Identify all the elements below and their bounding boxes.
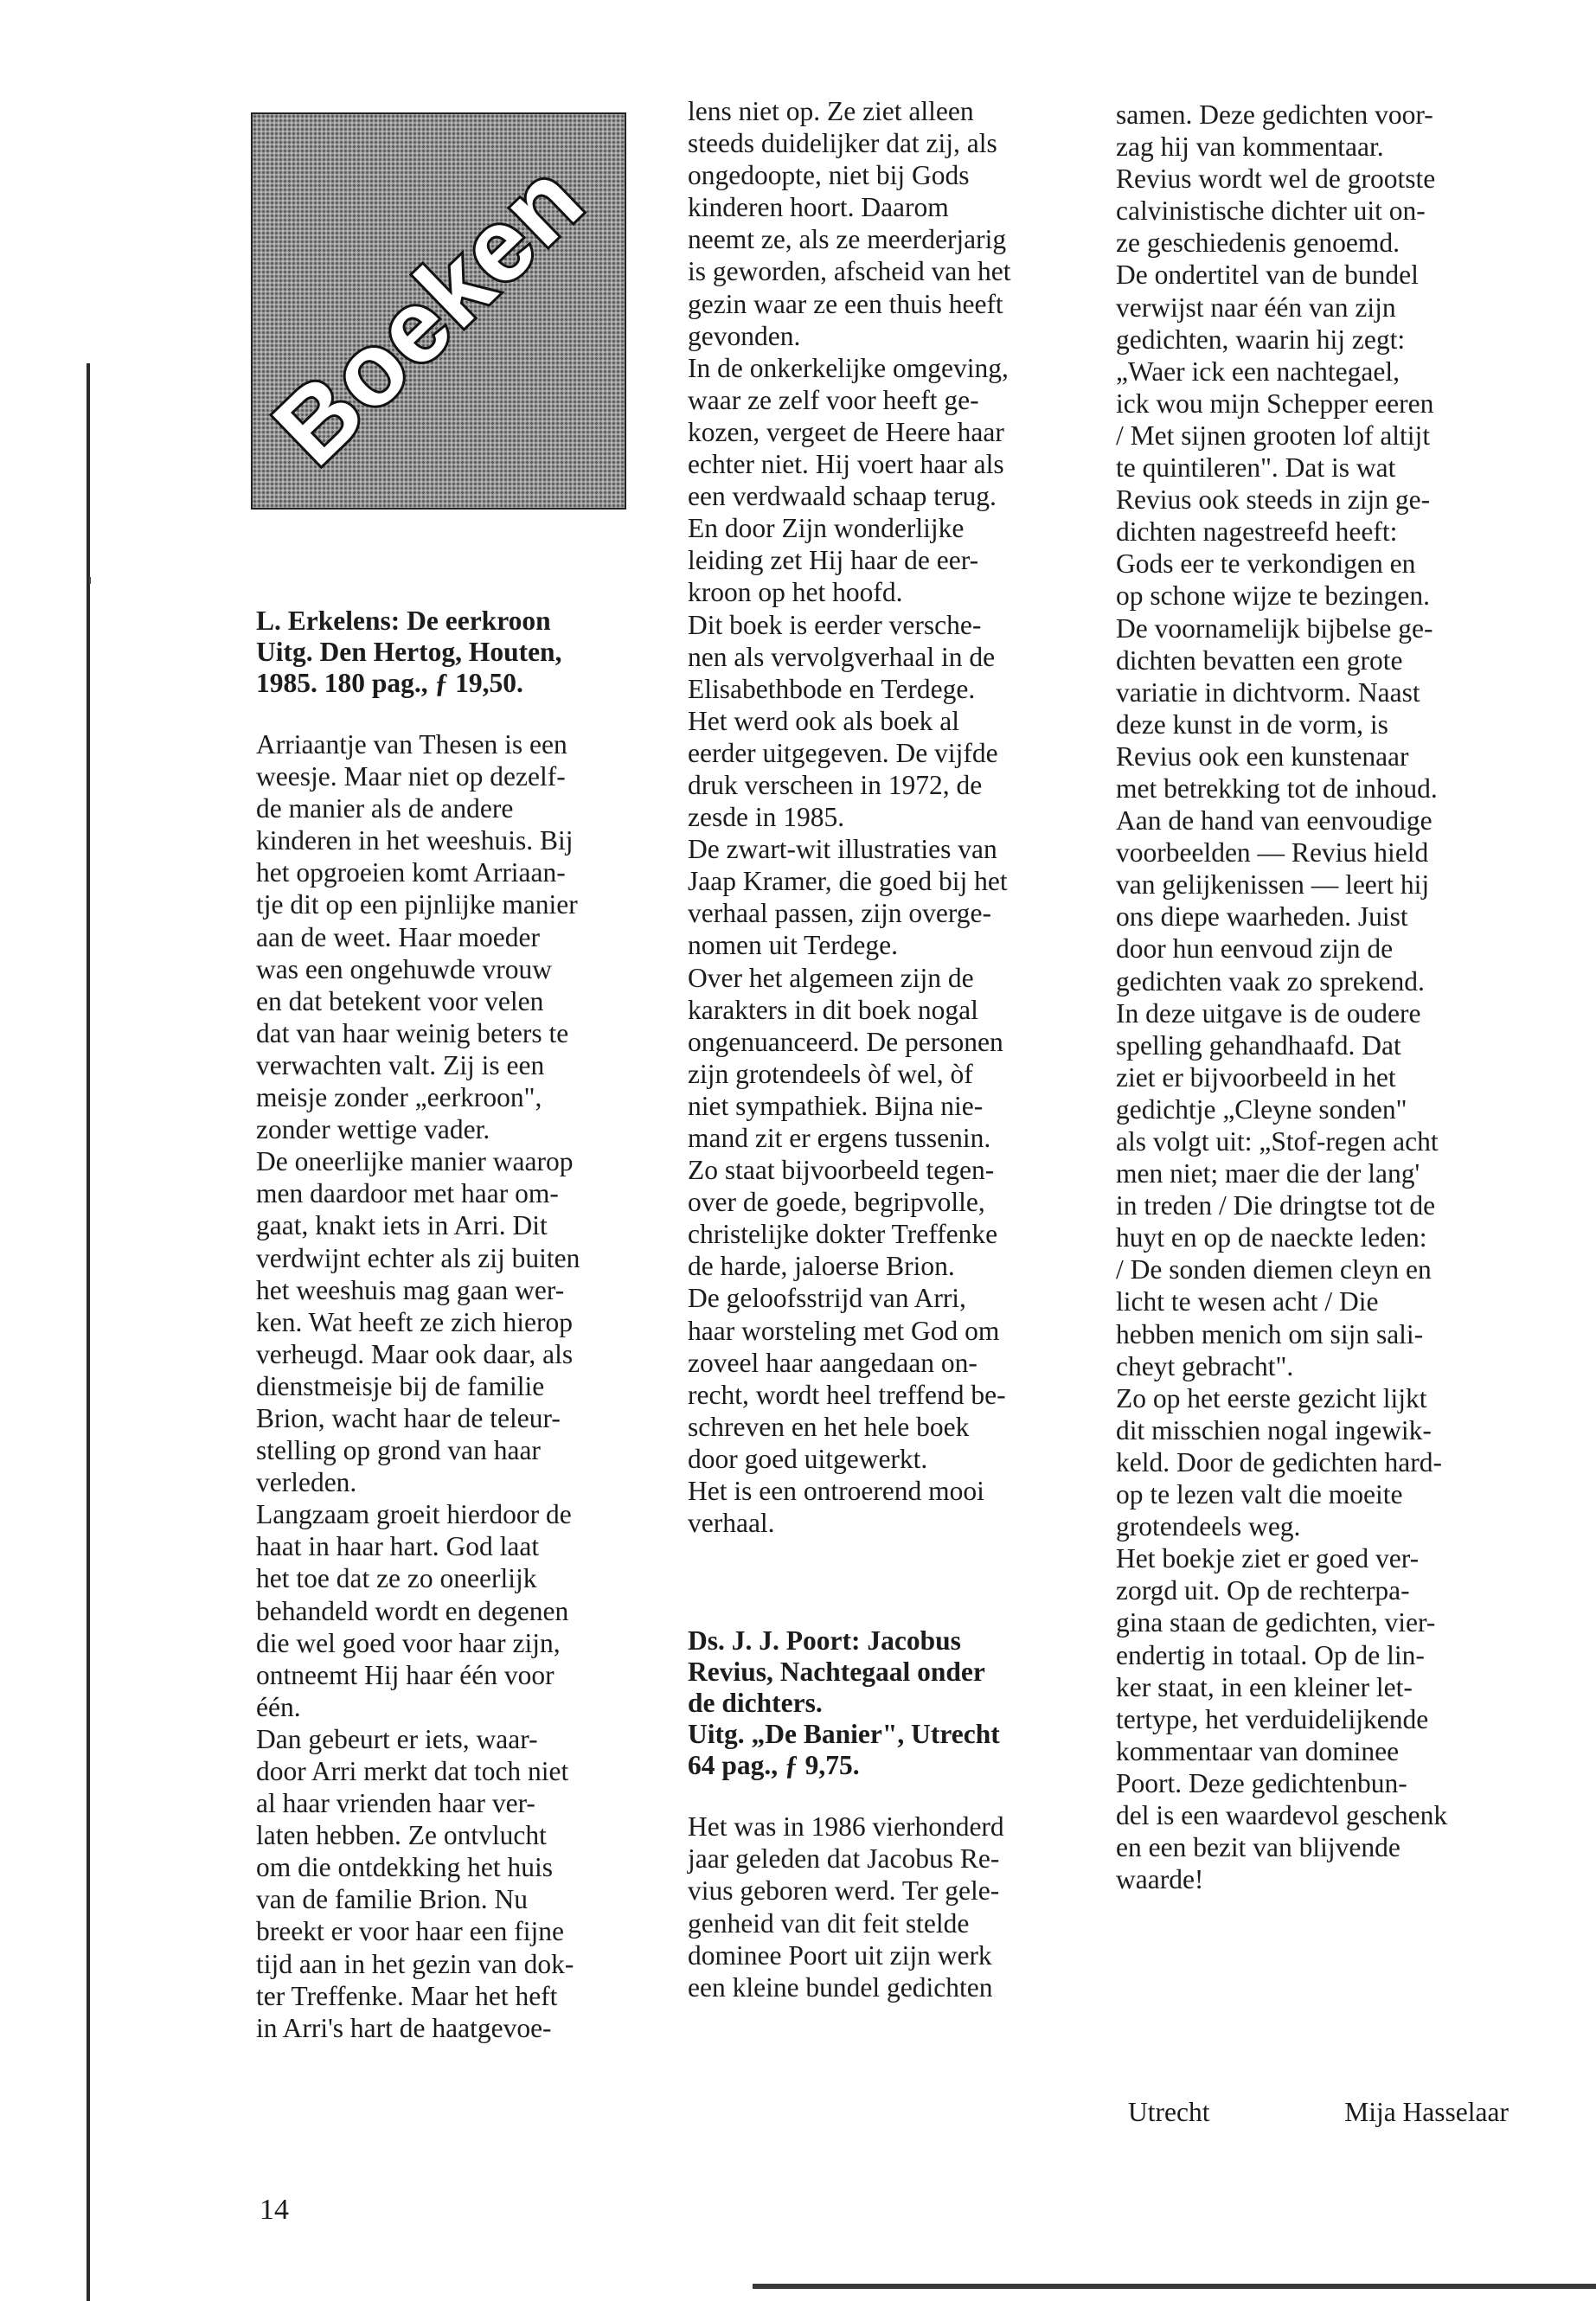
review-1-paragraph: De geloofsstrijd van Arri, haar worsteling met God om zoveel haar aangedaan on- recht, wordt heel treffend be- schreven en het hele boek door goed uitgewerkt. — [688, 1283, 1006, 1474]
review-1-paragraph: De oneerlijke manier waarop men daardoor met haar om- gaat, knakt iets in Arri. Dit verdwijnt echter als zij buiten het weeshuis mag gaan wer- ken. Wat heeft ze zich hierop verheugd. Maar ook daar, als dienstmeisje bij de familie Brion, wacht haar de teleur- stelling op grond van haar verleden. — [256, 1146, 580, 1498]
review-1-paragraph: lens niet op. Ze ziet alleen steeds duidelijker dat zij, als ongedoopte, niet bij Gods kinderen hoort. Daarom neemt ze, als ze meerderjarig is geworden, afscheid van het gezin waar ze een thuis heeft gevonden. — [688, 96, 1011, 351]
column-3 — [1116, 99, 1514, 1895]
bottom-edge-line — [753, 2284, 1596, 2289]
review-2-paragraph: samen. Deze gedichten voor- zag hij van kommentaar. Revius wordt wel de grootste calvinistische dichter uit on- ze geschiedenis genoemd. De ondertitel van de bundel verwijst naar één van zijn gedichten, waarin hij zegt: „Waer ick een nachtegael, ick wou mijn Schepper eeren / Met sijnen grooten lof altijt te quintileren". Dat is wat Revius ook steeds in zijn ge- dichten nagestreefd heeft: Gods eer te verkondigen en op schone wijze te bezingen. — [1116, 99, 1436, 612]
review-1-paragraph: Het is een ontroerend mooi verhaal. — [688, 1476, 984, 1539]
review-2-paragraph: Het was in 1986 vierhonderd jaar geleden dat Jacobus Re- vius geboren werd. Ter gele- genheid van dit feit stelde dominee Poort uit zijn werk een kleine bundel gedichten — [688, 1811, 1004, 2003]
review-1-paragraph: De zwart-wit illustraties van Jaap Kramer, die goed bij het verhaal passen, zijn overge- nomen uit Terdege. — [688, 834, 1008, 961]
boeken-logo-icon — [253, 114, 625, 508]
boeken-section-logo — [251, 112, 626, 510]
signature-author: Mija Hasselaar — [1344, 2097, 1509, 2127]
review-1-paragraph: In de onkerkelijke omgeving, waar ze zelf voor heeft ge- kozen, vergeet de Heere haar echter niet. Hij voert haar als een verdwaald schaap terug. En door Zijn wonderlijke leiding zet Hij haar de eer- kroon op het hoofd. — [688, 352, 1009, 608]
review-2-heading: Ds. J. J. Poort: Jacobus Revius, Nachtegaal onder de dichters. Uitg. „De Banier", Utrecht 64 pag., ƒ 9,75. — [688, 1625, 1000, 1781]
review-2-paragraph: Het boekje ziet er goed ver- zorgd uit. Op de rechterpa- gina staan de gedichten, vier- endertig in totaal. Op de lin- ker staat, in een kleiner let- tertype, het verduidelijkende kommentaar van dominee Poort. Deze gedichtenbun- del is een waardevol geschenk en een bezit van blijvende waarde! — [1116, 1543, 1448, 1895]
signature — [1128, 2096, 1509, 2128]
review-1-paragraph: Arriaantje van Thesen is een weesje. Maar niet op dezelf- de manier als de andere kinderen in het weeshuis. Bij het opgroeien komt Arriaan- tje dit op een pijnlijke manier aan de weet. Haar moeder was een ongehuwde vrouw en dat betekent voor velen dat van haar weinig beters te verwachten valt. Zij is een meisje zonder „eerkroon", zonder wettige vader. — [256, 729, 578, 1145]
review-1-paragraph: Dan gebeurt er iets, waar- door Arri merkt dat toch niet al haar vrienden haar ver- laten hebben. Ze ontvlucht om die ontdekking het huis van de familie Brion. Nu breekt er voor haar een fijne tijd aan in het gezin van dok- ter Treffenke. Maar het heft in Arri's hart de haatgevoe- — [256, 1723, 574, 2043]
column-1 — [256, 606, 652, 2044]
review-1-paragraph: Over het algemeen zijn de karakters in dit boek nogal ongenuanceerd. De personen zijn grotendeels òf wel, òf niet sympathiek. Bijna nie- mand zit er ergens tussenin. Zo staat bijvoorbeeld tegen- over de goede, begripvolle, christelijke dokter Treffenke de harde, jaloerse Brion. — [688, 962, 1003, 1282]
signature-place: Utrecht — [1128, 2097, 1210, 2127]
column-2 — [688, 95, 1086, 2003]
review-1-paragraph: Langzaam groeit hierdoor de haat in haar hart. God laat het toe dat ze zo oneerlijk behandeld wordt en degenen die wel goed voor haar zijn, ontneemt Hij haar één voor één. — [256, 1499, 572, 1722]
scan-mark — [89, 577, 91, 584]
review-1-paragraph: Dit boek is eerder versche- nen als vervolgverhaal in de Elisabethbode en Terdege. Het werd ook als boek al eerder uitgegeven. De vijfde druk verscheen in 1972, de zesde in 1985. — [688, 609, 998, 833]
page-number: 14 — [260, 2194, 289, 2226]
page-edge-line — [87, 363, 90, 2301]
review-2-paragraph: De voornamelijk bijbelse ge- dichten bevatten een grote variatie in dichtvorm. Naast deze kunst in de vorm, is Revius ook een kunstenaar met betrekking tot de inhoud. Aan de hand van eenvoudige voorbeelden — Revius hield van gelijkenissen — leert hij ons diepe waarheden. Juist door hun eenvoud zijn de gedichten vaak zo sprekend. In deze uitgave is de oudere spelling gehandhaafd. Dat ziet er bijvoorbeeld in het gedichtje „Cleyne sonden" als volgt uit: „Stof-regen acht men niet; maer die der lang' in treden / Die dringtse tot de huyt en op de naeckte leden: / De sonden diemen cleyn en licht te wesen acht / Die hebben menich om sijn sali- cheyt gebracht". — [1116, 612, 1439, 1381]
review-1-heading: L. Erkelens: De eerkroon Uitg. Den Hertog, Houten, 1985. 180 pag., ƒ 19,50. — [256, 606, 562, 698]
review-2-paragraph: Zo op het eerste gezicht lijkt dit misschien nogal ingewik- keld. Door de gedichten hard- op te lezen valt die moeite grotendeels weg. — [1116, 1382, 1442, 1542]
boeken-logo-text: Boeken — [253, 140, 606, 487]
